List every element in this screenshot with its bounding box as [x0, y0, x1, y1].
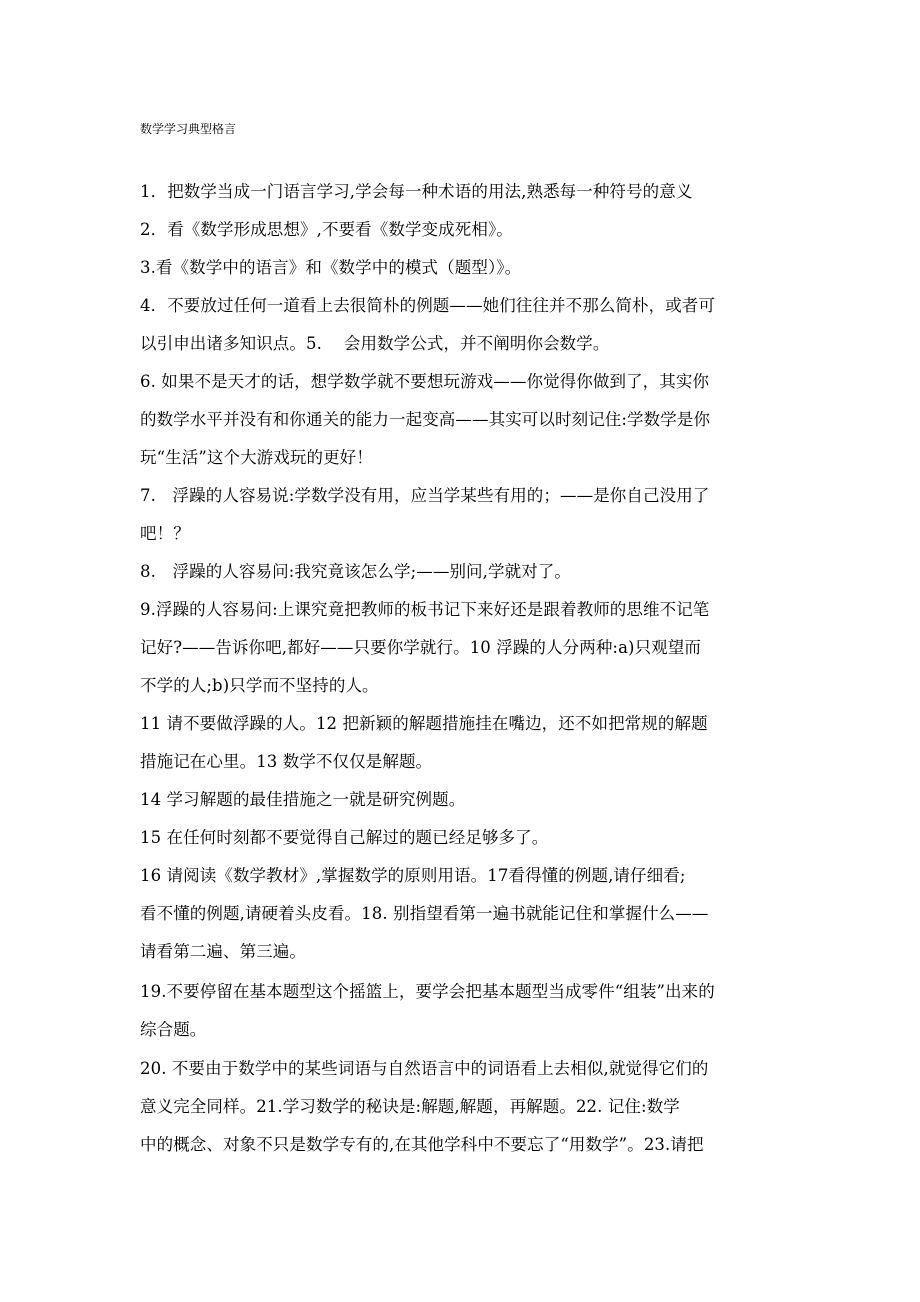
text-line: 20. 不要由于数学中的某些词语与自然语言中的词语看上去相似,就觉得它们的: [140, 1059, 709, 1078]
text-line: 吧！？: [140, 524, 190, 543]
text-line: 3.看《数学中的语言》和《数学中的模式（题型）》。: [140, 258, 522, 277]
text-line: 19.不要停留在基本题型这个摇篮上，要学会把基本题型当成零件“组装”出来的: [140, 982, 715, 1001]
text-line: 记好?——告诉你吧,都好——只要你学就行。10⁤ 浮躁的人分两种:a)只观望而: [140, 638, 701, 657]
text-line: 措施记在心里。13⁤ 数学不仅仅是解题。: [140, 752, 433, 771]
text-line: 1．把数学当成一门语言学习,学会每一种术语的用法,熟悉每一种符号的意义: [140, 182, 693, 201]
text-line: 4．不要放过任何一道看上去很简朴的例题——她们往往并不那么简朴，或者可: [140, 296, 715, 315]
document-title: 数学学习典型格言: [140, 122, 237, 136]
text-line: 6. 如果不是天才的话，想学数学就不要想玩游戏——你觉得你做到了，其实你: [140, 372, 710, 391]
text-line: 玩“生活”这个大游戏玩的更好！: [140, 448, 373, 467]
text-line: 看不懂的例题,请硬着头皮看。18⁤. 别指望看第一遍书就能记住和掌握什么——: [140, 904, 709, 923]
text-line: 14 学习解题的最佳措施之一就是研究例题。: [140, 790, 466, 809]
text-line: 的数学水平并没有和你通关的能力一起变高——其实可以时刻记住:学数学是你: [140, 410, 711, 429]
text-line: 2．看《数学形成思想》,不要看《数学变成死相》。: [140, 220, 513, 239]
text-line: 8. 浮躁的人容易问:我究竟该怎么学;——别问,学就对了。: [140, 562, 572, 581]
text-line: 意义完全同样。21⁤.学习数学的秘诀是:解题,解题，再解题。22⁤. 记住:数学: [140, 1097, 680, 1116]
text-line: 请看第二遍、第三遍。: [140, 942, 306, 961]
text-line: 7. 浮躁的人容易说:学数学没有用，应当学某些有用的；——是你自己没用了: [140, 486, 710, 505]
text-line: 9.浮躁的人容易问:上课究竟把教师的板书记下来好还是跟着教师的思维不记笔: [140, 600, 710, 619]
text-line: 不学的人;b)只学而不坚持的人。: [140, 676, 379, 695]
text-line: 11 请不要做浮躁的人。12⁤ 把新颖的解题措施挂在嘴边，还不如把常规的解题: [140, 714, 708, 733]
text-line: 以引申出诸多知识点。5⁤. 会用数学公式，并不阐明你会数学。: [140, 334, 610, 353]
text-line: 16 请阅读《数学教材》,掌握数学的原则用语。17⁤看得懂的例题,请仔细看;: [140, 866, 686, 885]
text-line: 综合题。: [140, 1020, 207, 1039]
text-line: 中的概念、对象不只是数学专有的,在其他学科中不要忘了“用数学”。23⁤.请把: [140, 1135, 704, 1154]
text-line: 15 在任何时刻都不要觉得自己解过的题已经足够多了。: [140, 828, 549, 847]
